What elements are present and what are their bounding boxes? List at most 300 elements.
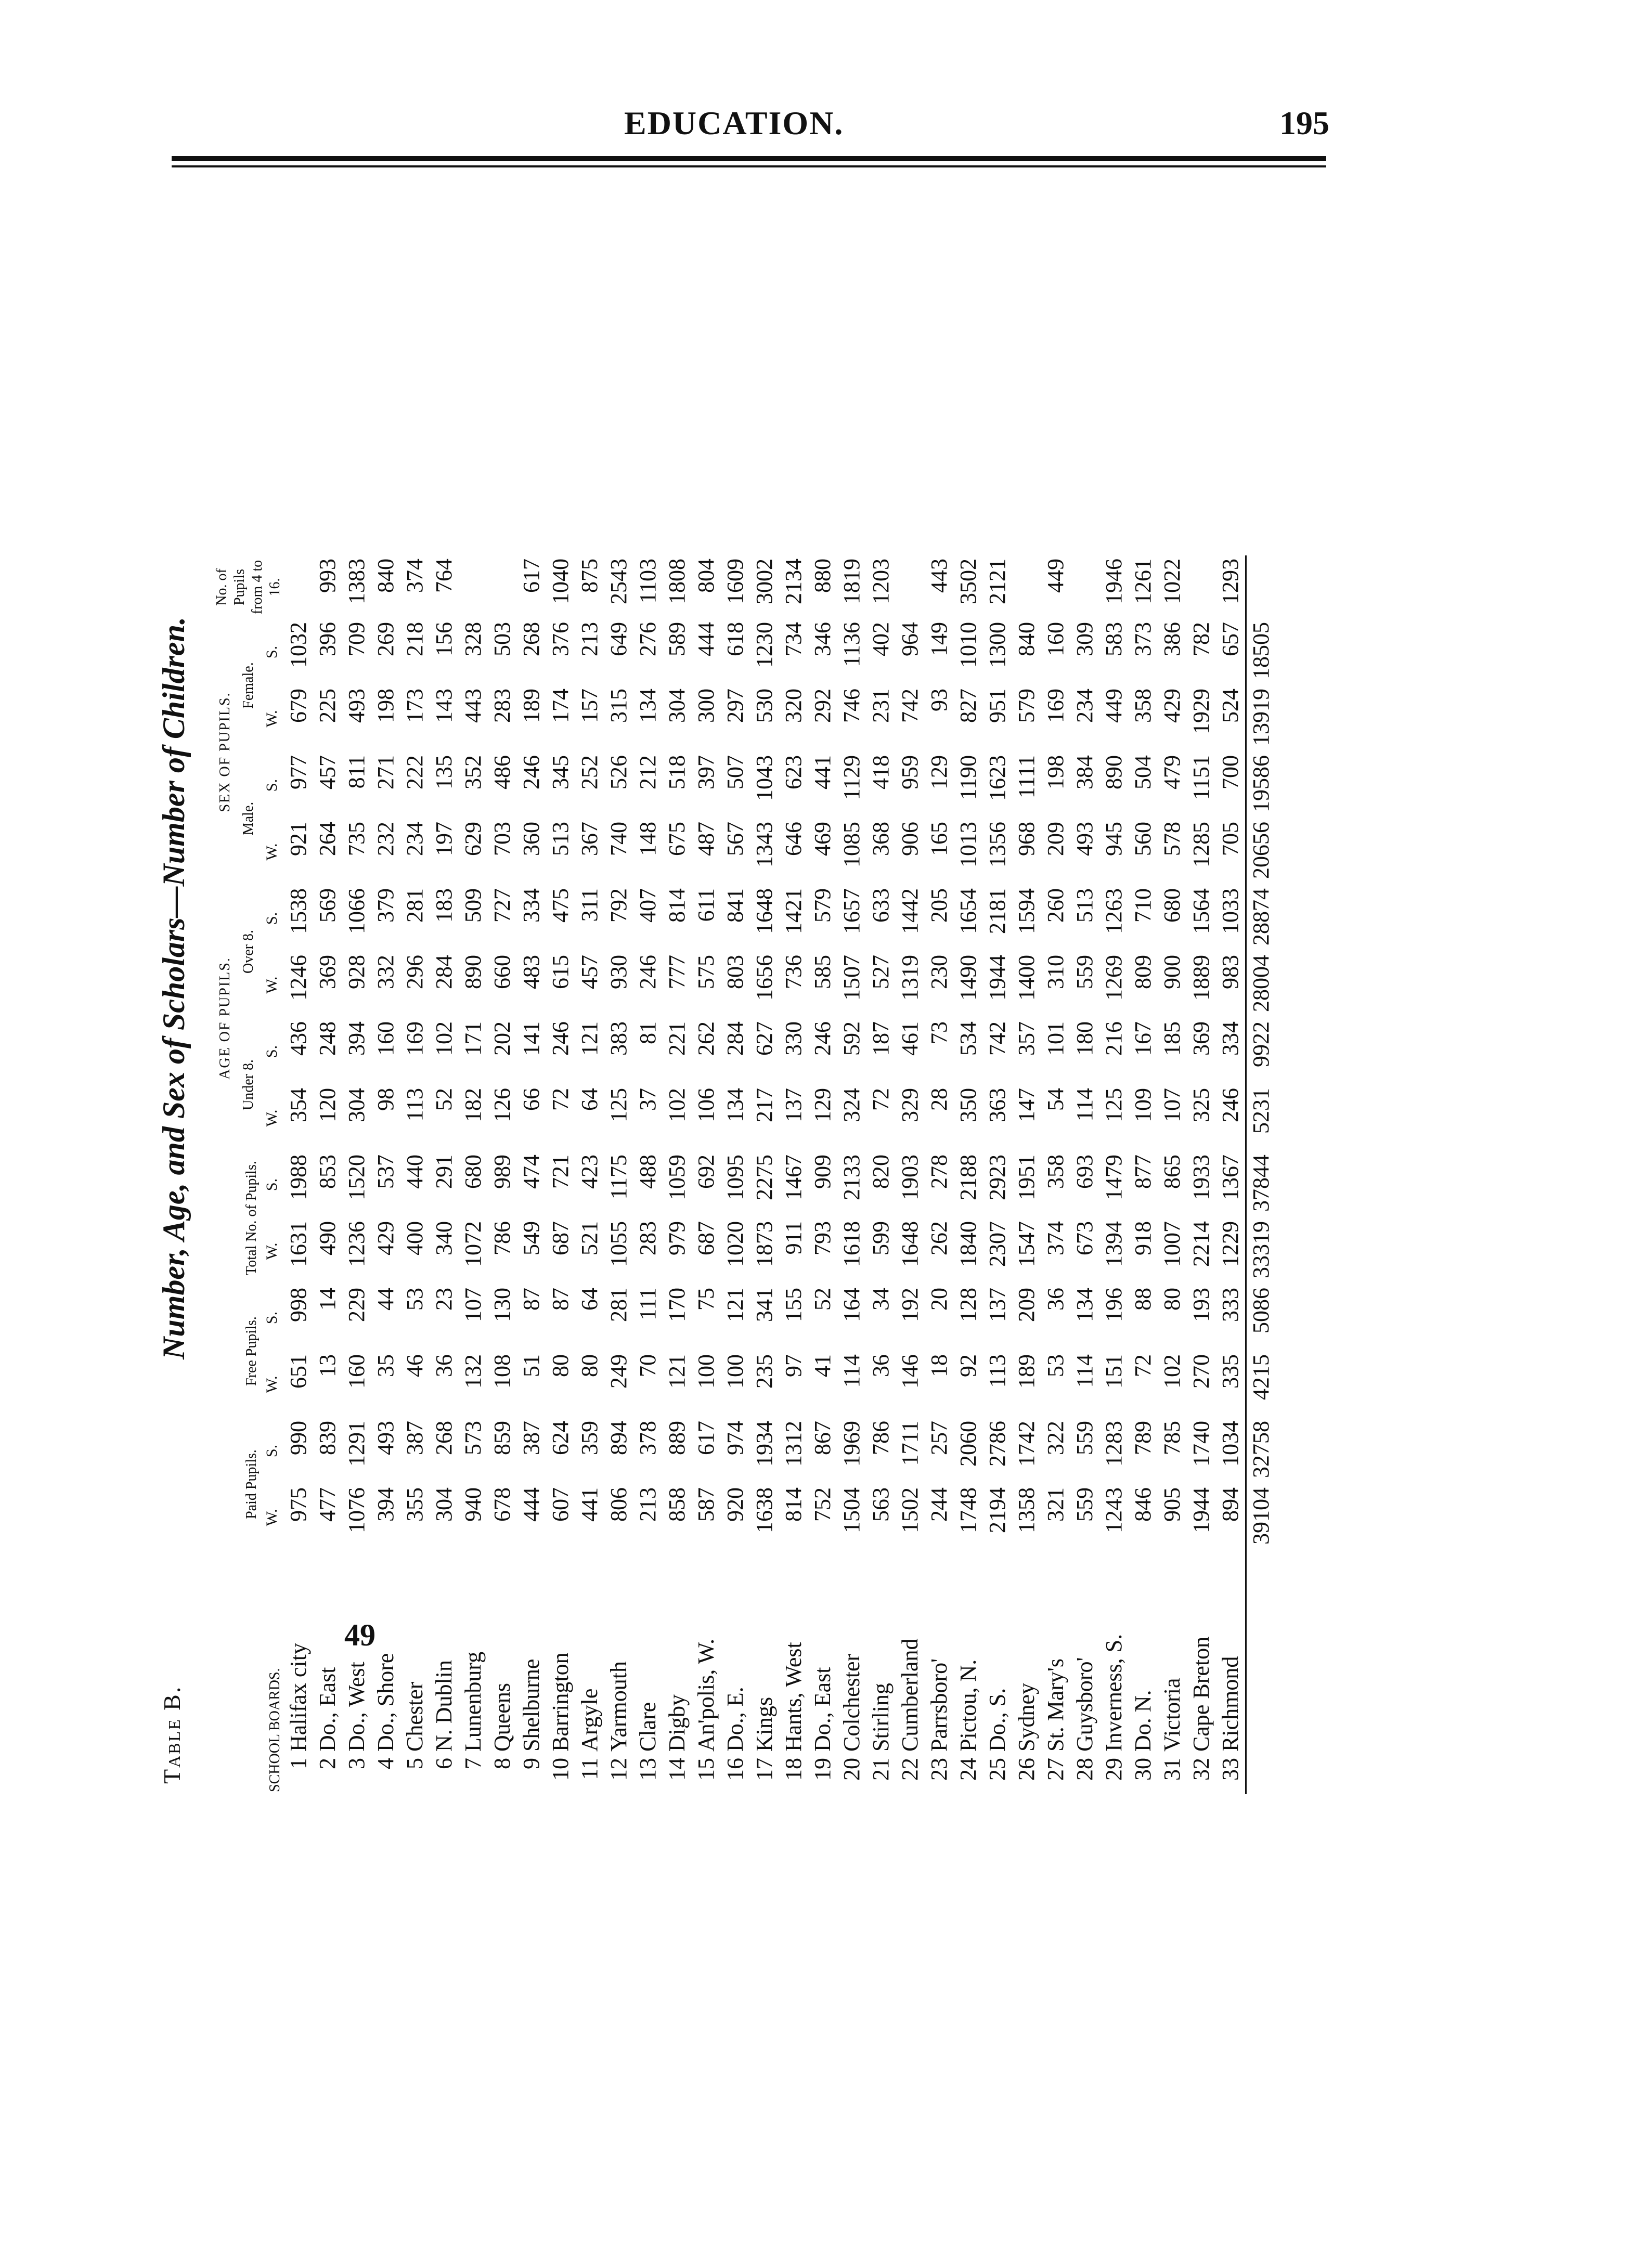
cell-mw: 469 bbox=[810, 822, 835, 856]
col-school-boards: SCHOOL BOARDS. bbox=[267, 1668, 283, 1792]
cell-ffs: 1032 bbox=[286, 622, 311, 668]
cell-ffw: 304 bbox=[664, 689, 690, 723]
school-board-name: Cape Breton bbox=[1188, 1636, 1214, 1752]
cell-mw: 1356 bbox=[985, 822, 1010, 867]
cell-ffs: 618 bbox=[722, 622, 748, 656]
cell-tw: 374 bbox=[1043, 1221, 1068, 1255]
cell-fs: 75 bbox=[693, 1288, 719, 1311]
row-number: 25 bbox=[985, 1758, 1010, 1781]
cell-tw: 1840 bbox=[955, 1221, 981, 1267]
total-ts: 37844 bbox=[1246, 1151, 1276, 1218]
col-over-s: S. bbox=[263, 912, 281, 925]
total-os: 28874 bbox=[1246, 885, 1276, 952]
cell-tw: 979 bbox=[664, 1221, 690, 1255]
cell-ps: 1740 bbox=[1188, 1421, 1214, 1467]
cell-ts: 1479 bbox=[1101, 1155, 1127, 1200]
cell-ow: 296 bbox=[402, 955, 428, 989]
cell-tw: 1236 bbox=[344, 1221, 369, 1267]
cell-pw: 563 bbox=[868, 1487, 894, 1522]
cell-ffs: 782 bbox=[1188, 622, 1214, 656]
cell-pw: 1748 bbox=[955, 1487, 981, 1533]
row-number: 29 bbox=[1101, 1758, 1127, 1781]
cell-ps: 1934 bbox=[752, 1421, 777, 1467]
cell-mw: 675 bbox=[664, 822, 690, 856]
cell-fw: 114 bbox=[839, 1354, 864, 1388]
cell-fw: 36 bbox=[431, 1354, 457, 1377]
cell-children: 1261 bbox=[1130, 559, 1156, 604]
cell-os: 1066 bbox=[344, 888, 369, 934]
row-number: 16 bbox=[722, 1758, 748, 1781]
cell-pw: 559 bbox=[1072, 1487, 1097, 1522]
cell-us: 121 bbox=[577, 1021, 602, 1056]
cell-fs: 341 bbox=[752, 1288, 777, 1322]
cell-pw: 940 bbox=[460, 1487, 486, 1522]
cell-fw: 51 bbox=[519, 1354, 544, 1377]
cell-ffs: 309 bbox=[1072, 622, 1097, 656]
cell-os: 1564 bbox=[1188, 888, 1214, 934]
cell-uw: 72 bbox=[868, 1088, 894, 1111]
cell-ts: 2923 bbox=[985, 1155, 1010, 1200]
table-row bbox=[313, 555, 342, 1794]
cell-us: 160 bbox=[373, 1021, 398, 1056]
cell-ms: 507 bbox=[722, 755, 748, 789]
cell-fw: 53 bbox=[1043, 1354, 1068, 1377]
cell-ms: 486 bbox=[489, 755, 515, 789]
cell-ps: 359 bbox=[577, 1421, 602, 1455]
school-board-name: Do., S. bbox=[985, 1688, 1010, 1752]
cell-ms: 271 bbox=[373, 755, 398, 789]
cell-children: 1609 bbox=[722, 559, 748, 604]
cell-ow: 1507 bbox=[839, 955, 864, 1001]
cell-ffw: 173 bbox=[402, 689, 428, 723]
cell-ms: 212 bbox=[635, 755, 661, 789]
cell-fw: 100 bbox=[693, 1354, 719, 1389]
table-row bbox=[284, 555, 313, 1794]
cell-ow: 457 bbox=[577, 955, 602, 989]
cell-us: 171 bbox=[460, 1021, 486, 1056]
row-number: 24 bbox=[955, 1758, 981, 1781]
total-ps: 32758 bbox=[1246, 1418, 1276, 1484]
table-row bbox=[371, 555, 400, 1794]
cell-fw: 41 bbox=[810, 1354, 835, 1377]
cell-os: 611 bbox=[693, 888, 719, 922]
cell-ffs: 1230 bbox=[752, 622, 777, 668]
row-number: 23 bbox=[926, 1758, 952, 1781]
cell-ps: 387 bbox=[402, 1421, 428, 1455]
cell-uw: 64 bbox=[577, 1088, 602, 1111]
cell-us: 180 bbox=[1072, 1021, 1097, 1056]
cell-children: 1022 bbox=[1159, 559, 1185, 604]
cell-tw: 521 bbox=[577, 1221, 602, 1255]
cell-tw: 687 bbox=[693, 1221, 719, 1255]
cell-ps: 1283 bbox=[1101, 1421, 1127, 1467]
cell-fs: 192 bbox=[897, 1288, 923, 1322]
cell-fw: 102 bbox=[1159, 1354, 1185, 1389]
cell-uw: 125 bbox=[1101, 1088, 1127, 1122]
cell-fs: 209 bbox=[1014, 1288, 1039, 1322]
cell-ps: 257 bbox=[926, 1421, 952, 1455]
cell-mw: 906 bbox=[897, 822, 923, 856]
cell-ms: 977 bbox=[286, 755, 311, 789]
cell-ffw: 827 bbox=[955, 689, 981, 723]
school-board-name: Queens bbox=[489, 1683, 515, 1752]
cell-uw: 106 bbox=[693, 1088, 719, 1122]
cell-fw: 114 bbox=[1072, 1354, 1097, 1388]
cell-tw: 1072 bbox=[460, 1221, 486, 1267]
cell-mw: 1085 bbox=[839, 822, 864, 867]
cell-us: 394 bbox=[344, 1021, 369, 1056]
cell-os: 1421 bbox=[781, 888, 806, 934]
sheet-number: 49 bbox=[344, 1618, 376, 1652]
cell-ow: 900 bbox=[1159, 955, 1185, 989]
cell-pw: 304 bbox=[431, 1487, 457, 1522]
table-row bbox=[1158, 555, 1187, 1794]
cell-children bbox=[459, 555, 488, 619]
cell-pw: 1944 bbox=[1188, 1487, 1214, 1533]
cell-ffs: 373 bbox=[1130, 622, 1156, 656]
school-board-name: Halifax city bbox=[286, 1643, 311, 1752]
cell-ffs: 396 bbox=[315, 622, 340, 656]
cell-ow: 559 bbox=[1072, 955, 1097, 989]
row-number: 13 bbox=[635, 1758, 661, 1781]
cell-os: 1648 bbox=[752, 888, 777, 934]
cell-ts: 853 bbox=[315, 1155, 340, 1189]
col-paid-s: S. bbox=[263, 1444, 281, 1458]
cell-ts: 680 bbox=[460, 1155, 486, 1189]
cell-mw: 367 bbox=[577, 822, 602, 856]
cell-ow: 736 bbox=[781, 955, 806, 989]
cell-ffw: 297 bbox=[722, 689, 748, 723]
row-number: 15 bbox=[693, 1758, 719, 1781]
cell-ts: 537 bbox=[373, 1155, 398, 1189]
school-board-name: Do., E. bbox=[722, 1687, 748, 1752]
row-number: 5 bbox=[402, 1758, 428, 1769]
cell-fw: 189 bbox=[1014, 1354, 1039, 1389]
cell-ffw: 746 bbox=[839, 689, 864, 723]
table-row bbox=[866, 555, 896, 1794]
table-row bbox=[750, 555, 779, 1794]
cell-ms: 959 bbox=[897, 755, 923, 789]
cell-ms: 526 bbox=[606, 755, 631, 789]
cell-us: 592 bbox=[839, 1021, 864, 1056]
total-ow: 28004 bbox=[1246, 952, 1276, 1018]
scholars-table bbox=[213, 555, 1276, 1794]
col-paid-pupils: Paid Pupils. bbox=[243, 1449, 260, 1519]
cell-ffw: 679 bbox=[286, 689, 311, 723]
cell-ps: 322 bbox=[1043, 1421, 1068, 1455]
school-board-name: Do., Shore bbox=[373, 1653, 398, 1752]
cell-us: 167 bbox=[1130, 1021, 1156, 1056]
cell-ow: 585 bbox=[810, 955, 835, 989]
table-row bbox=[459, 555, 488, 1794]
cell-fs: 137 bbox=[985, 1288, 1010, 1322]
cell-ffs: 218 bbox=[402, 622, 428, 656]
cell-ts: 278 bbox=[926, 1155, 952, 1189]
cell-fw: 335 bbox=[1218, 1354, 1243, 1389]
col-male-w: W. bbox=[263, 843, 281, 861]
cell-ps: 786 bbox=[868, 1421, 894, 1455]
cell-ms: 384 bbox=[1072, 755, 1097, 789]
table-row bbox=[896, 555, 925, 1794]
cell-ts: 1175 bbox=[606, 1155, 631, 1200]
cell-us: 221 bbox=[664, 1021, 690, 1056]
cell-ts: 1467 bbox=[781, 1155, 806, 1200]
cell-mw: 360 bbox=[519, 822, 544, 856]
cell-fs: 53 bbox=[402, 1288, 428, 1311]
cell-ow: 890 bbox=[460, 955, 486, 989]
col-age-of-pupils: AGE OF PUPILS. bbox=[216, 957, 233, 1080]
cell-uw: 54 bbox=[1043, 1088, 1068, 1111]
col-female-w: W. bbox=[263, 710, 281, 728]
cell-ps: 839 bbox=[315, 1421, 340, 1455]
table-row bbox=[1041, 555, 1070, 1794]
table-row bbox=[517, 555, 546, 1794]
col-over-w: W. bbox=[263, 976, 281, 994]
cell-mw: 1343 bbox=[752, 822, 777, 867]
cell-us: 369 bbox=[1188, 1021, 1214, 1056]
cell-ms: 504 bbox=[1130, 755, 1156, 789]
cell-ms: 418 bbox=[868, 755, 894, 789]
cell-fw: 132 bbox=[460, 1354, 486, 1389]
cell-ffs: 964 bbox=[897, 622, 923, 656]
school-board-name: Chester bbox=[402, 1681, 428, 1752]
table-row bbox=[342, 555, 371, 1794]
cell-ow: 527 bbox=[868, 955, 894, 989]
table-row bbox=[546, 555, 575, 1794]
cell-tw: 429 bbox=[373, 1221, 398, 1255]
cell-os: 260 bbox=[1043, 888, 1068, 923]
col-under-8: Under 8. bbox=[240, 1059, 256, 1110]
cell-mw: 368 bbox=[868, 822, 894, 856]
cell-fs: 170 bbox=[664, 1288, 690, 1322]
cell-os: 792 bbox=[606, 888, 631, 923]
cell-fw: 72 bbox=[1130, 1354, 1156, 1377]
table-group-header bbox=[213, 555, 237, 1794]
total-ffw: 13919 bbox=[1246, 685, 1276, 752]
cell-ffw: 315 bbox=[606, 689, 631, 723]
cell-ms: 479 bbox=[1159, 755, 1185, 789]
school-board-name: Barrington bbox=[548, 1652, 573, 1752]
table-row bbox=[1187, 555, 1216, 1794]
school-board-name: N. Dublin bbox=[431, 1660, 457, 1752]
cell-pw: 244 bbox=[926, 1487, 952, 1522]
cell-fs: 130 bbox=[489, 1288, 515, 1322]
table-row bbox=[692, 555, 721, 1794]
cell-ms: 457 bbox=[315, 755, 340, 789]
cell-tw: 2214 bbox=[1188, 1221, 1214, 1267]
cell-ps: 1034 bbox=[1218, 1421, 1243, 1467]
cell-children: 443 bbox=[926, 559, 952, 593]
cell-fw: 235 bbox=[752, 1354, 777, 1389]
row-number: 28 bbox=[1072, 1758, 1097, 1781]
cell-ffw: 1929 bbox=[1188, 689, 1214, 734]
total-tw: 33319 bbox=[1246, 1218, 1276, 1285]
cell-tw: 1020 bbox=[722, 1221, 748, 1267]
cell-ow: 1490 bbox=[955, 955, 981, 1001]
cell-children: 449 bbox=[1043, 559, 1068, 593]
cell-pw: 806 bbox=[606, 1487, 631, 1522]
cell-os: 633 bbox=[868, 888, 894, 923]
cell-fs: 80 bbox=[1159, 1288, 1185, 1311]
cell-ps: 859 bbox=[489, 1421, 515, 1455]
cell-pw: 587 bbox=[693, 1487, 719, 1522]
cell-uw: 126 bbox=[489, 1088, 515, 1122]
cell-ts: 693 bbox=[1072, 1155, 1097, 1189]
cell-os: 1263 bbox=[1101, 888, 1127, 934]
cell-fw: 70 bbox=[635, 1354, 661, 1377]
cell-ts: 1988 bbox=[286, 1155, 311, 1200]
school-board-name: Do., West bbox=[344, 1662, 369, 1752]
cell-fw: 80 bbox=[577, 1354, 602, 1377]
cell-children: 1819 bbox=[839, 559, 864, 604]
col-total-pupils: Total No. of Pupils. bbox=[243, 1161, 260, 1275]
cell-mw: 703 bbox=[489, 822, 515, 856]
cell-ffw: 169 bbox=[1043, 689, 1068, 723]
cell-children: 2543 bbox=[606, 559, 631, 604]
cell-fs: 34 bbox=[868, 1288, 894, 1311]
cell-uw: 304 bbox=[344, 1088, 369, 1122]
cell-fw: 92 bbox=[955, 1354, 981, 1377]
total-pw: 39104 bbox=[1246, 1484, 1276, 1551]
cell-us: 141 bbox=[519, 1021, 544, 1056]
cell-fs: 36 bbox=[1043, 1288, 1068, 1311]
row-number: 32 bbox=[1188, 1758, 1214, 1781]
cell-pw: 858 bbox=[664, 1487, 690, 1522]
table-row bbox=[808, 555, 837, 1794]
cell-uw: 325 bbox=[1188, 1088, 1214, 1122]
cell-mw: 264 bbox=[315, 822, 340, 856]
table-caption: Number, Age, and Sex of Scholars—Number of Children. bbox=[157, 617, 191, 1359]
cell-os: 710 bbox=[1130, 888, 1156, 923]
cell-uw: 134 bbox=[722, 1088, 748, 1122]
cell-ts: 721 bbox=[548, 1155, 573, 1189]
cell-fs: 134 bbox=[1072, 1288, 1097, 1322]
cell-ps: 990 bbox=[286, 1421, 311, 1455]
cell-tw: 549 bbox=[519, 1221, 544, 1255]
cell-ps: 387 bbox=[519, 1421, 544, 1455]
cell-ffw: 429 bbox=[1159, 689, 1185, 723]
cell-ffs: 657 bbox=[1218, 622, 1243, 656]
cell-ms: 1129 bbox=[839, 755, 864, 800]
table-row bbox=[604, 555, 633, 1794]
cell-uw: 102 bbox=[664, 1088, 690, 1122]
table-row bbox=[1129, 555, 1158, 1794]
cell-fs: 23 bbox=[431, 1288, 457, 1311]
cell-us: 185 bbox=[1159, 1021, 1185, 1056]
cell-ffs: 328 bbox=[460, 622, 486, 656]
row-number: 18 bbox=[781, 1758, 806, 1781]
table-row bbox=[488, 555, 517, 1794]
cell-fs: 128 bbox=[955, 1288, 981, 1322]
cell-ps: 378 bbox=[635, 1421, 661, 1455]
cell-children: 1383 bbox=[344, 559, 369, 604]
cell-ffw: 134 bbox=[635, 689, 661, 723]
cell-ts: 488 bbox=[635, 1155, 661, 1189]
cell-os: 1657 bbox=[839, 888, 864, 934]
cell-ffs: 1300 bbox=[985, 622, 1010, 668]
cell-ps: 268 bbox=[431, 1421, 457, 1455]
cell-ffw: 524 bbox=[1218, 689, 1243, 723]
cell-ts: 820 bbox=[868, 1155, 894, 1189]
cell-ms: 518 bbox=[664, 755, 690, 789]
col-female: Female. bbox=[240, 662, 256, 709]
school-board-name: Do., East bbox=[810, 1667, 835, 1752]
cell-ffw: 443 bbox=[460, 689, 486, 723]
cell-ms: 811 bbox=[344, 755, 369, 789]
cell-mw: 197 bbox=[431, 822, 457, 856]
cell-mw: 740 bbox=[606, 822, 631, 856]
table-row bbox=[430, 555, 459, 1794]
cell-fw: 249 bbox=[606, 1354, 631, 1389]
cell-ms: 623 bbox=[781, 755, 806, 789]
cell-ts: 1095 bbox=[722, 1155, 748, 1200]
cell-us: 73 bbox=[926, 1021, 952, 1044]
cell-mw: 646 bbox=[781, 822, 806, 856]
cell-ms: 345 bbox=[548, 755, 573, 789]
cell-pw: 920 bbox=[722, 1487, 748, 1522]
cell-uw: 363 bbox=[985, 1088, 1010, 1122]
school-board-name: Argyle bbox=[577, 1688, 602, 1752]
table-row bbox=[925, 555, 954, 1794]
cell-uw: 113 bbox=[402, 1088, 428, 1122]
cell-uw: 52 bbox=[431, 1088, 457, 1111]
table-row bbox=[1216, 555, 1246, 1794]
cell-fw: 121 bbox=[664, 1354, 690, 1389]
cell-ms: 129 bbox=[926, 755, 952, 789]
total-ffs: 18505 bbox=[1246, 619, 1276, 685]
col-paid-w: W. bbox=[263, 1509, 281, 1526]
row-number: 30 bbox=[1130, 1758, 1156, 1781]
cell-uw: 109 bbox=[1130, 1088, 1156, 1122]
cell-os: 569 bbox=[315, 888, 340, 923]
cell-uw: 125 bbox=[606, 1088, 631, 1122]
cell-os: 334 bbox=[519, 888, 544, 923]
cell-pw: 678 bbox=[489, 1487, 515, 1522]
cell-mw: 968 bbox=[1014, 822, 1039, 856]
table-row bbox=[1012, 555, 1041, 1794]
cell-mw: 232 bbox=[373, 822, 398, 856]
cell-uw: 147 bbox=[1014, 1088, 1039, 1122]
row-number: 3 bbox=[344, 1758, 369, 1769]
school-board-name: Inverness, S. bbox=[1101, 1634, 1127, 1752]
cell-ffs: 268 bbox=[519, 622, 544, 656]
cell-os: 281 bbox=[402, 888, 428, 923]
cell-ms: 352 bbox=[460, 755, 486, 789]
cell-ffs: 269 bbox=[373, 622, 398, 656]
col-male-s: S. bbox=[263, 779, 281, 792]
cell-tw: 673 bbox=[1072, 1221, 1097, 1255]
cell-ffw: 951 bbox=[985, 689, 1010, 723]
cell-ps: 1969 bbox=[839, 1421, 864, 1467]
cell-ffw: 530 bbox=[752, 689, 777, 723]
cell-mw: 148 bbox=[635, 822, 661, 856]
cell-ow: 1269 bbox=[1101, 955, 1127, 1001]
cell-ms: 222 bbox=[402, 755, 428, 789]
table-row bbox=[400, 555, 430, 1794]
cell-tw: 1547 bbox=[1014, 1221, 1039, 1267]
rotated-table-area bbox=[156, 182, 1321, 1794]
cell-uw: 354 bbox=[286, 1088, 311, 1122]
school-board-name: Sydney bbox=[1014, 1683, 1039, 1752]
row-number: 33 bbox=[1218, 1758, 1243, 1781]
row-number: 12 bbox=[606, 1758, 631, 1781]
cell-ms: 198 bbox=[1043, 755, 1068, 789]
cell-ffs: 149 bbox=[926, 622, 952, 656]
cell-uw: 350 bbox=[955, 1088, 981, 1122]
cell-tw: 1229 bbox=[1218, 1221, 1243, 1267]
cell-ts: 440 bbox=[402, 1155, 428, 1189]
cell-pw: 607 bbox=[548, 1487, 573, 1522]
